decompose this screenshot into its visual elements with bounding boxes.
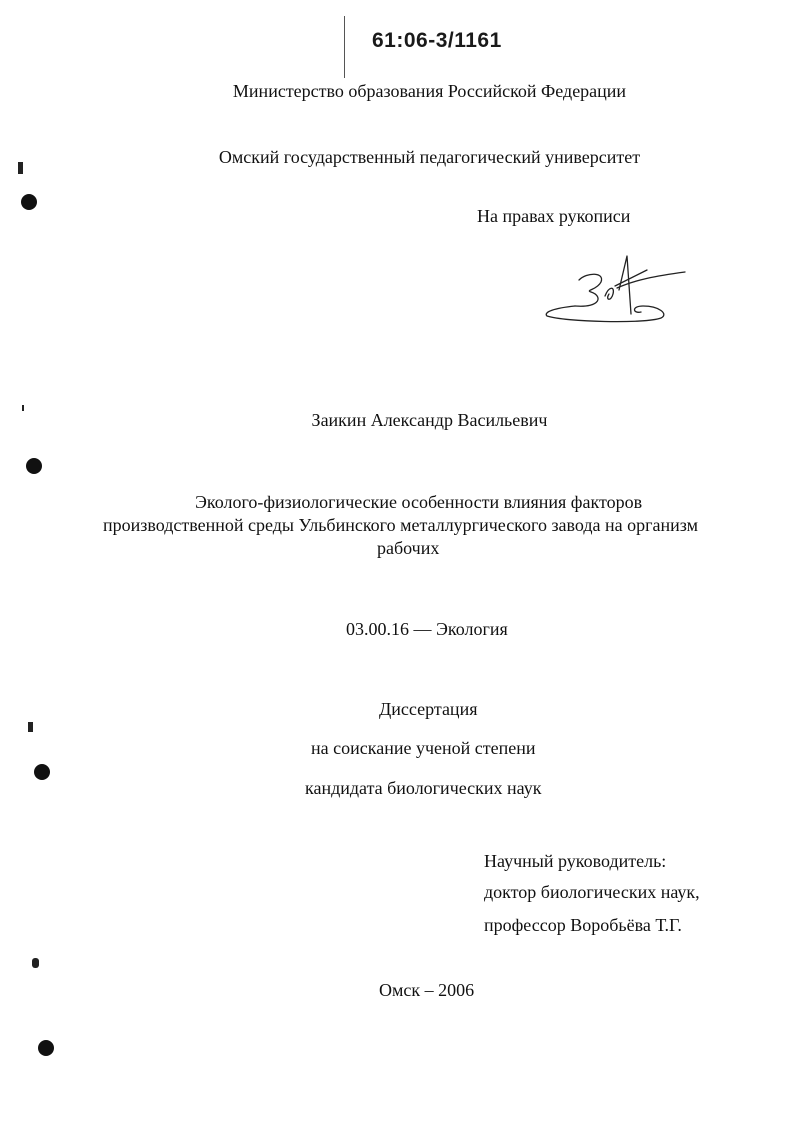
punch-hole-dot [21,194,37,210]
punch-hole-dot [38,1040,54,1056]
archive-stamp-code: 61:06-3/1161 [372,29,502,52]
supervisor-name: профессор Воробьёва Т.Г. [484,915,682,935]
university-heading: Омский государственный педагогический университет [218,147,641,167]
margin-speck [32,958,39,968]
specialty-code: 03.00.16 — Экология [346,619,508,639]
author-name: Заикин Александр Васильевич [311,410,548,430]
manuscript-rights-note: На правах рукописи [477,206,631,226]
thesis-title-line-3: рабочих [377,538,440,558]
margin-speck [28,722,33,732]
degree-line-1: Диссертация [379,699,478,719]
degree-line-2: на соискание ученой степени [311,738,536,758]
supervisor-role: Научный руководитель: [484,851,667,871]
place-and-year: Омск – 2006 [379,980,475,1000]
thesis-title-line-1: Эколого-физиологические особенности влияния факторов [195,492,643,512]
stamp-margin-line [344,16,345,78]
supervisor-degree: доктор биологических наук, [484,882,700,902]
thesis-title-line-2: производственной среды Ульбинского металлургического завода на организм [103,515,699,535]
degree-line-3: кандидата биологических наук [305,778,542,798]
ministry-heading: Министерство образования Российской Федерации [232,81,627,101]
punch-hole-dot [26,458,42,474]
author-signature [535,250,705,340]
punch-hole-dot [34,764,50,780]
